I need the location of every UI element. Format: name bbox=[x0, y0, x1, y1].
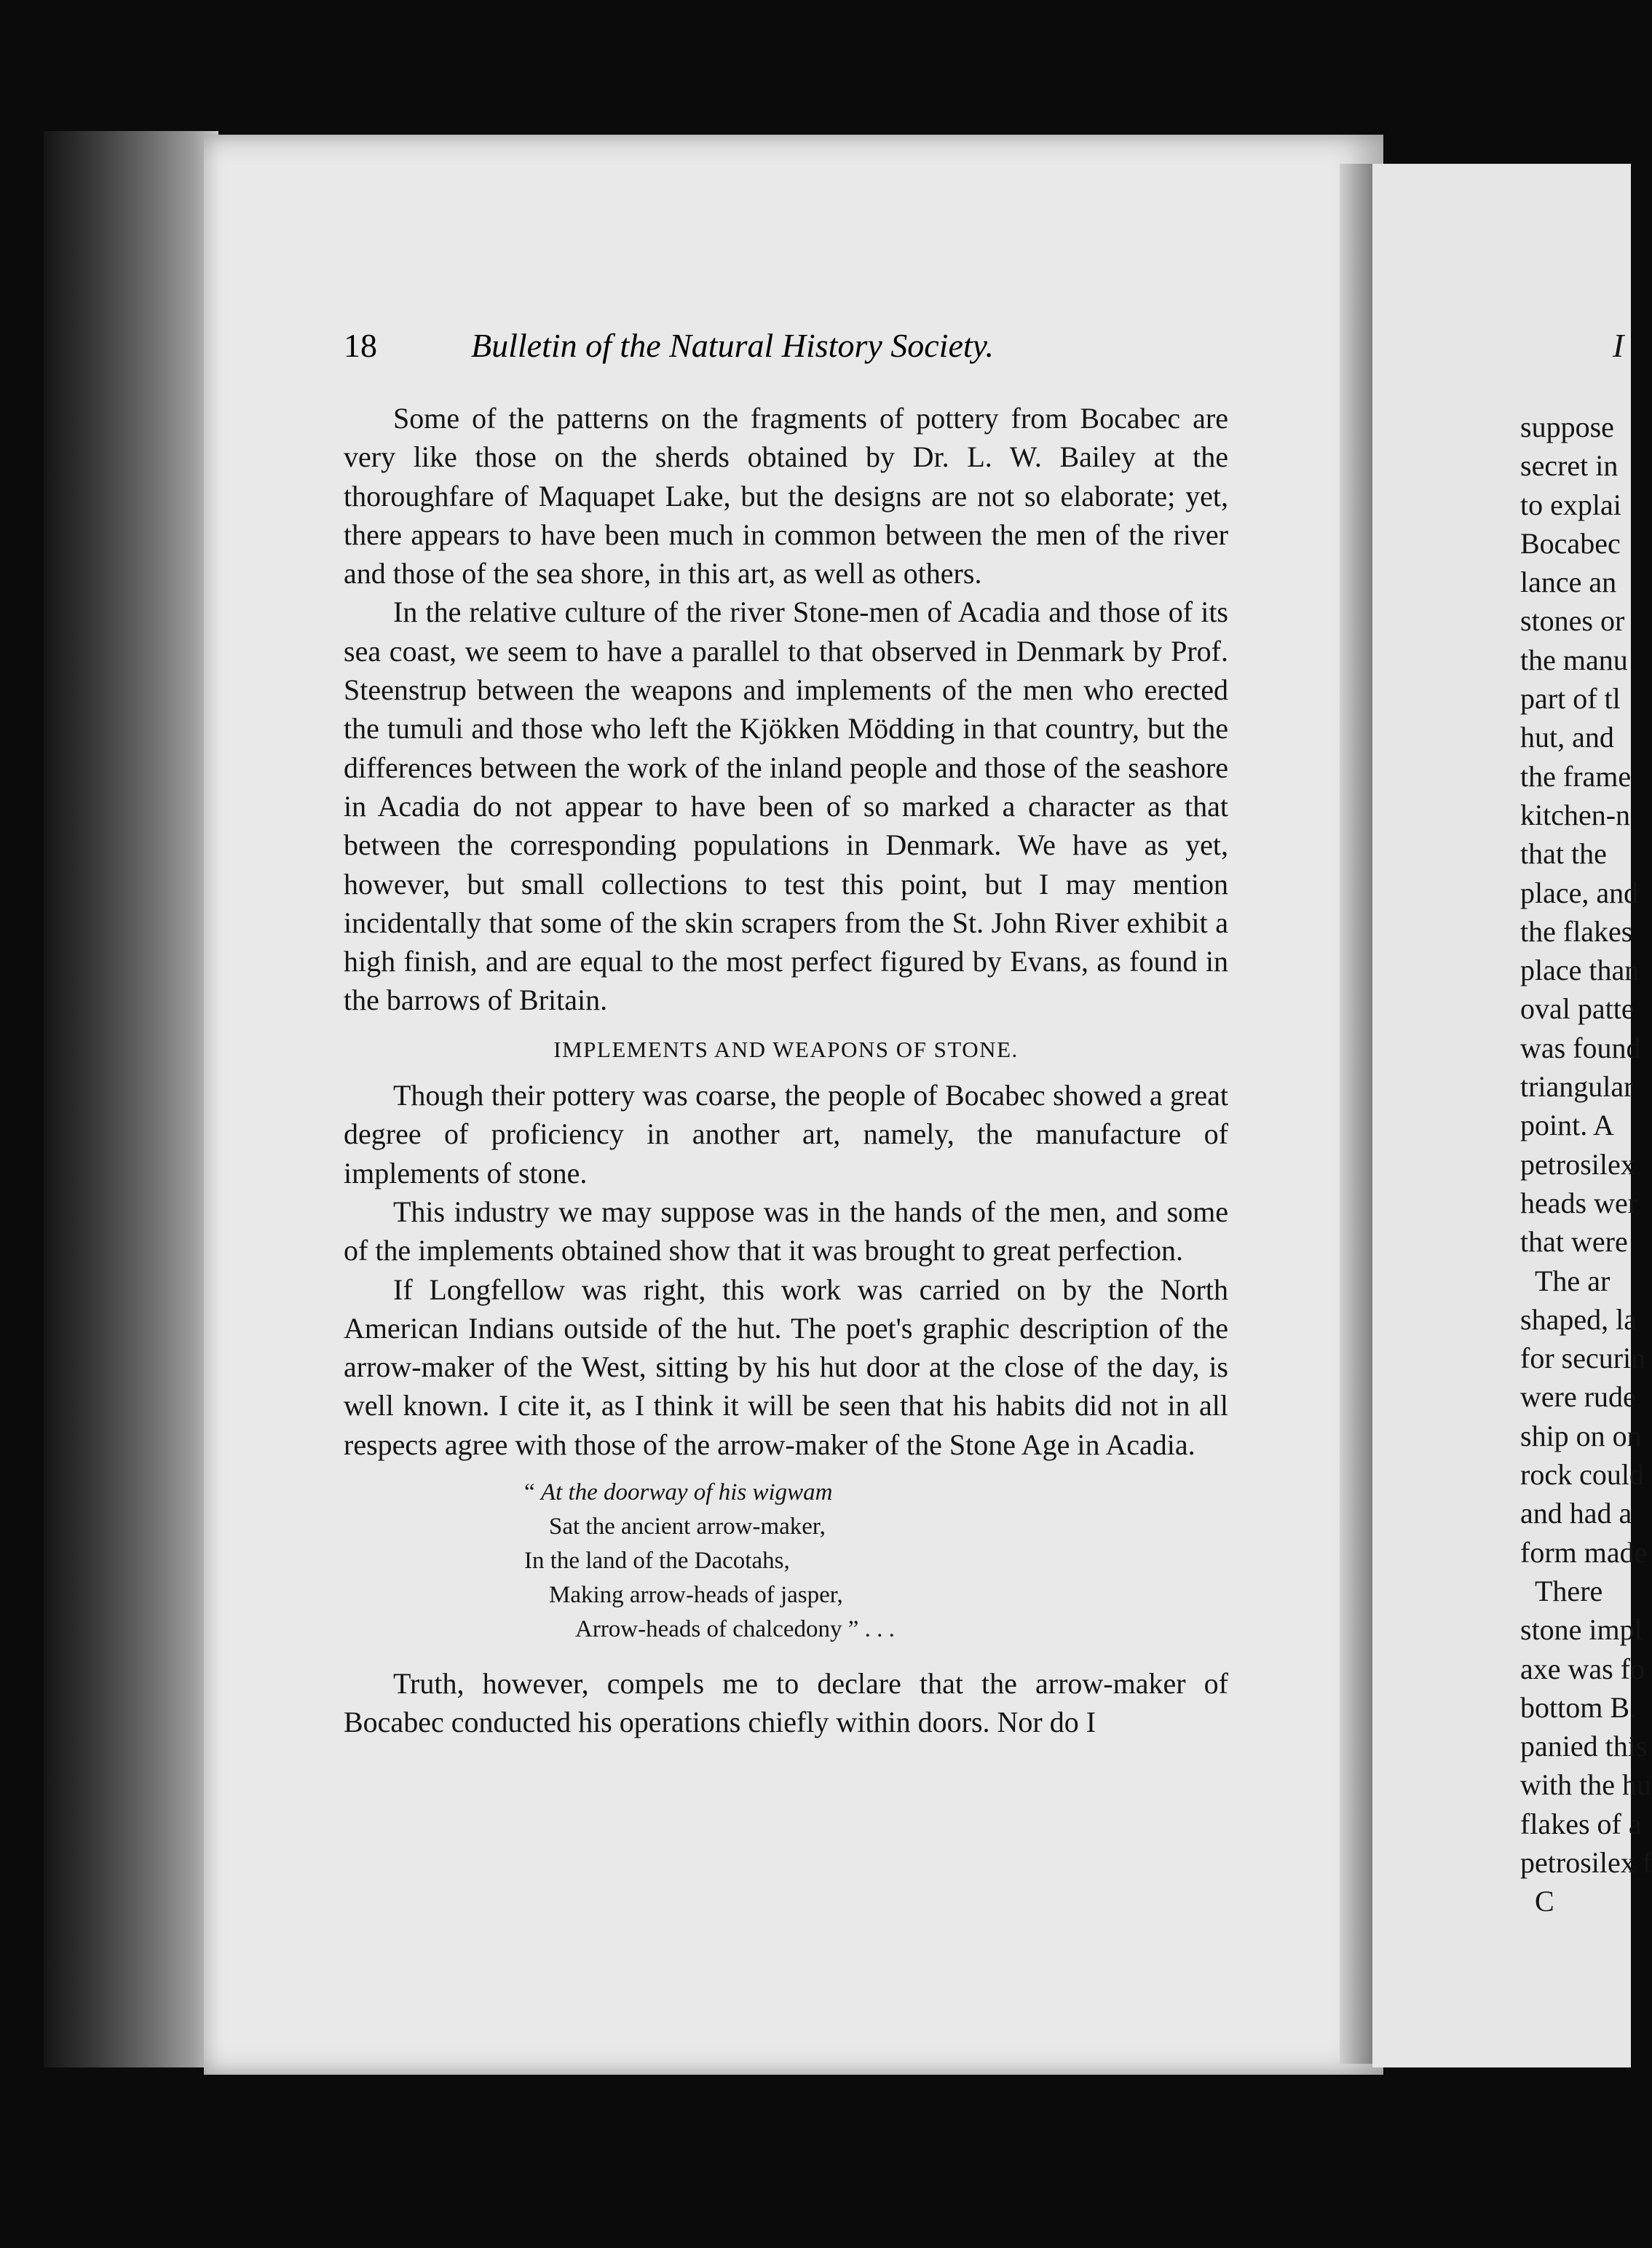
facing-line: rock could bbox=[1520, 1458, 1644, 1492]
facing-line: Bocabec bbox=[1520, 526, 1621, 560]
facing-line: the frame bbox=[1520, 759, 1632, 793]
facing-line: petrosilex f bbox=[1520, 1845, 1652, 1879]
facing-line: place, and bbox=[1520, 876, 1639, 909]
facing-line: secret in bbox=[1520, 449, 1619, 483]
facing-line: lance an bbox=[1520, 566, 1617, 599]
page-stack-edge bbox=[44, 131, 218, 2067]
facing-line: flakes of a bbox=[1520, 1807, 1642, 1840]
verse-line: “ At the doorway of his wigwam bbox=[524, 1479, 833, 1506]
facing-line: to explai bbox=[1520, 488, 1621, 521]
facing-running-head: I bbox=[1613, 327, 1624, 364]
facing-line: form made bbox=[1520, 1535, 1648, 1569]
facing-line: axe was fo bbox=[1520, 1652, 1645, 1685]
facing-line: There bbox=[1535, 1574, 1603, 1607]
facing-line: kitchen-n bbox=[1520, 798, 1631, 831]
paragraph: Truth, however, compels me to declare that the arrow-maker of Bocabec conducted his operations chiefly within doors. Nor do I bbox=[344, 1667, 1228, 1739]
running-title: Bulletin of the Natural History Society. bbox=[471, 327, 995, 364]
verse-line: Making arrow-heads of jasper, bbox=[549, 1582, 843, 1609]
facing-line: and had a bbox=[1520, 1497, 1632, 1530]
facing-line: that were bbox=[1520, 1225, 1628, 1259]
facing-line: shaped, la bbox=[1520, 1302, 1637, 1336]
page-number: 18 bbox=[344, 327, 377, 364]
paragraph: Some of the patterns on the fragments of pottery from Bocabec are very like those on the sherds obtained by Dr. L. W. Bailey at the thoroughfare of Maquapet Lake, but the designs are not so elaborate; yet, there appears to have been much in common between the men of the river and those of the sea shore, in this art, as well as others. bbox=[344, 402, 1228, 590]
facing-line: triangular bbox=[1520, 1070, 1634, 1104]
paragraph: This industry we may suppose was in the hands of the men, and some of the implements obtained show that it was brought to great perfection. bbox=[344, 1195, 1228, 1267]
facing-line: bottom B. bbox=[1520, 1690, 1637, 1724]
facing-line: point. A bbox=[1520, 1109, 1614, 1142]
facing-line: suppose bbox=[1520, 411, 1614, 443]
facing-line: C bbox=[1535, 1885, 1554, 1918]
facing-line: the manu bbox=[1520, 643, 1628, 676]
open-quote: “ bbox=[524, 1479, 541, 1506]
facing-line: The ar bbox=[1535, 1264, 1610, 1297]
facing-line: ship on on bbox=[1520, 1419, 1642, 1452]
facing-line: were rude bbox=[1520, 1380, 1636, 1414]
facing-line: stones or bbox=[1520, 604, 1625, 638]
verse-line: Arrow-heads of chalcedony ” . . . bbox=[575, 1616, 895, 1643]
facing-line: was found bbox=[1520, 1031, 1641, 1064]
facing-line: petrosilex bbox=[1520, 1147, 1635, 1181]
facing-line: place than bbox=[1520, 954, 1640, 987]
facing-line: stone impl bbox=[1520, 1613, 1643, 1647]
verse-quotation bbox=[344, 1476, 1228, 1647]
section-heading: IMPLEMENTS AND WEAPONS OF STONE. bbox=[553, 1036, 1019, 1062]
verse-line: In the land of the Dacotahs, bbox=[524, 1548, 790, 1575]
facing-line: oval patte bbox=[1520, 992, 1635, 1026]
running-head bbox=[344, 326, 1228, 370]
facing-page-text bbox=[1520, 408, 1652, 1921]
facing-line: part of tl bbox=[1520, 682, 1621, 716]
facing-line: panied this bbox=[1520, 1730, 1648, 1763]
facing-line: hut, and bbox=[1520, 721, 1614, 754]
paragraph: In the relative culture of the river Stone-men of Acadia and those of its sea coast, we seem to have a parallel to that observed in Denmark by Prof. Steenstrup between the weapons and implements of the men who erected the tumuli and those who left the Kjökken Mödding in that country, but the differences between the work of the inland people and those of the seashore in Acadia do not appear to have been of so marked a character as that between the corresponding populations in Denmark. We have as yet, however, but small collections to test this point, but I may mention incidentally that some of the skin scrapers from the St. John River exhibit a high finish, and are equal to the most perfect figured by Evans, as found in the barrows of Britain. bbox=[344, 595, 1228, 1017]
facing-line: for securin bbox=[1520, 1342, 1646, 1375]
facing-line: with the hu bbox=[1520, 1768, 1651, 1802]
verse-line: Sat the ancient arrow-maker, bbox=[549, 1513, 826, 1540]
facing-line: the flakes bbox=[1520, 914, 1633, 948]
paragraph: Though their pottery was coarse, the people of Bocabec showed a great degree of proficiency in another art, namely, the manufacture of implements of stone. bbox=[344, 1079, 1228, 1190]
page-body bbox=[344, 399, 1228, 1742]
facing-line: heads wer bbox=[1520, 1186, 1638, 1219]
paragraph: If Longfellow was right, this work was carried on by the North American Indians outside of the hut. The poet's graphic description of the arrow-maker of the West, sitting by his hut door at the close of the day, is well known. I cite it, as I think it will be seen that his habits did not in all respects agree with those of the arrow-maker of the Stone Age in Acadia. bbox=[344, 1273, 1228, 1461]
facing-line: that the bbox=[1520, 837, 1607, 871]
